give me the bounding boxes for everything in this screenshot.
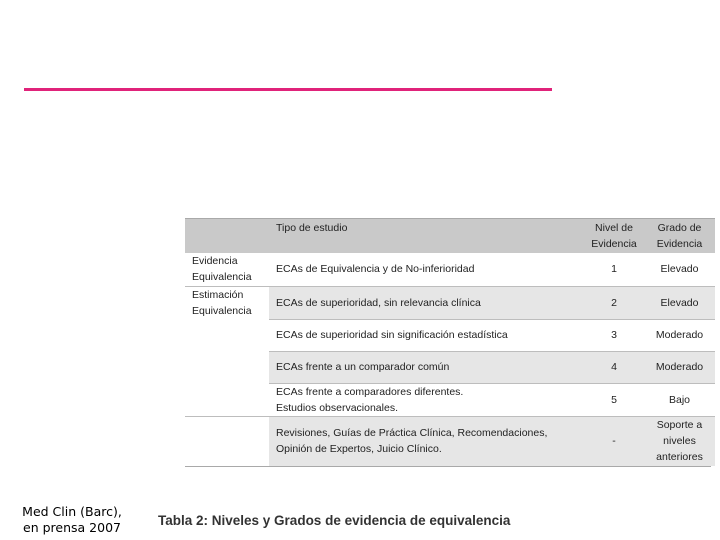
header-categoria <box>185 219 269 254</box>
row-categoria: Estimación Equivalencia <box>185 286 269 319</box>
row-nivel: 4 <box>584 351 644 383</box>
table-header-row <box>185 219 715 254</box>
source-citation: Med Clin (Barc), en prensa 2007 <box>22 504 122 535</box>
row-grado: Elevado <box>660 263 699 276</box>
header-grado: Grado de Evidencia <box>644 219 715 254</box>
header-nivel: Nivel de Evidencia <box>584 219 644 254</box>
header-tipo-estudio: Tipo de estudio <box>269 219 584 254</box>
table-row <box>185 351 715 383</box>
row-categoria <box>185 416 269 466</box>
row-tipo: Revisiones, Guías de Práctica Clínica, Recomendaciones, Opinión de Expertos, Juicio Clínico. <box>269 416 584 466</box>
row-categoria <box>185 351 269 383</box>
row-nivel: - <box>584 416 644 466</box>
row-categoria: Evidencia Equivalencia <box>192 255 252 284</box>
row-grado: Moderado <box>644 319 715 351</box>
row-tipo: ECAs frente a comparadores diferentes. Estudios observacionales. <box>269 383 584 416</box>
row-categoria <box>185 383 269 416</box>
row-categoria <box>185 319 269 351</box>
table-row <box>185 253 715 286</box>
row-tipo: ECAs de superioridad sin significación estadística <box>269 319 584 351</box>
row-nivel: 5 <box>584 383 644 416</box>
row-nivel: 2 <box>584 286 644 319</box>
table-row <box>185 319 715 351</box>
row-tipo: ECAs frente a un comparador común <box>269 351 584 383</box>
row-grado: Moderado <box>644 351 715 383</box>
title-underline <box>24 88 552 91</box>
table-row <box>185 383 715 416</box>
row-grado: Elevado <box>644 286 715 319</box>
table-row <box>185 416 715 466</box>
row-nivel: 1 <box>611 263 617 276</box>
row-grado: Soporte a niveles anteriores <box>644 416 715 466</box>
row-nivel: 3 <box>584 319 644 351</box>
table-caption: Tabla 2: Niveles y Grados de evidencia de equivalencia <box>158 513 511 528</box>
row-tipo: ECAs de superioridad, sin relevancia clínica <box>269 286 584 319</box>
evidence-table <box>185 218 711 467</box>
row-tipo: ECAs de Equivalencia y de No-inferioridad <box>276 263 475 276</box>
row-grado: Bajo <box>644 383 715 416</box>
table-row <box>185 286 715 319</box>
